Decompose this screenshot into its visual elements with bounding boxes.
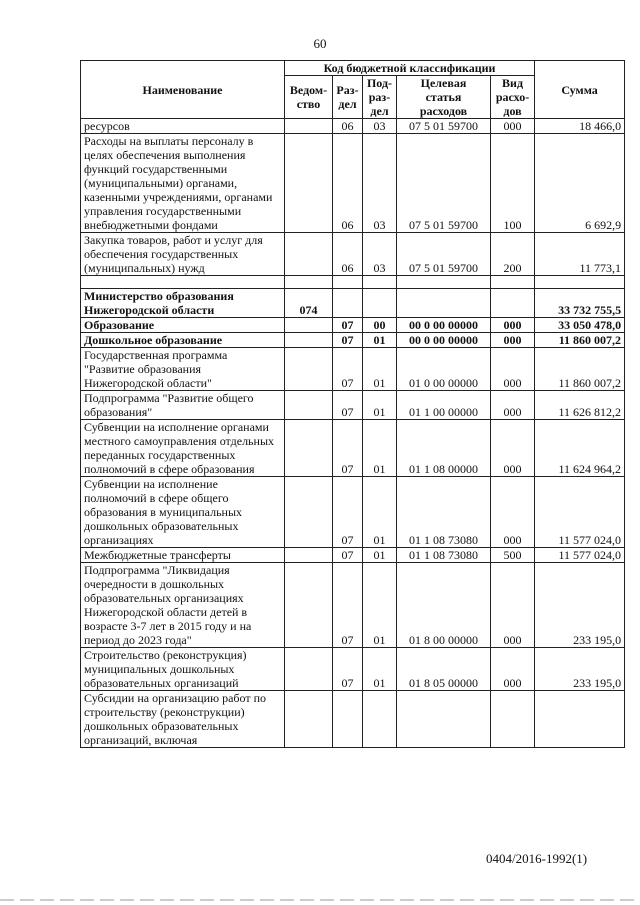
column-header-podrazdel: Под- раз- дел <box>363 76 397 119</box>
cell-name: Субвенции на исполнение полномочий в сфере общего образования в муниципальных дошкольных образовательных организациях <box>81 477 285 548</box>
table-body <box>81 119 625 748</box>
cell-name: ресурсов <box>81 119 285 134</box>
cell-name: Закупка товаров, работ и услуг для обеспечения государственных (муниципальных) нужд <box>81 233 285 276</box>
cell-target: 00 0 00 00000 <box>397 333 491 348</box>
cell-sum: 233 195,0 <box>535 563 625 648</box>
cell-name: Межбюджетные трансферты <box>81 548 285 563</box>
cell-name: Дошкольное образование <box>81 333 285 348</box>
cell-sum: 18 466,0 <box>535 119 625 134</box>
cell-vid: 000 <box>491 391 535 420</box>
cell-target: 01 1 00 00000 <box>397 391 491 420</box>
cell-vedomstvo <box>285 348 333 391</box>
cell-name: Подпрограмма "Развитие общего образования" <box>81 391 285 420</box>
cell-razdel: 07 <box>333 318 363 333</box>
cell-vid: 000 <box>491 477 535 548</box>
cell-podrazdel: 01 <box>363 420 397 477</box>
cell-vedomstvo <box>285 233 333 276</box>
column-header-name: Наименование <box>81 61 285 119</box>
cell-podrazdel <box>363 691 397 748</box>
cell-vid <box>491 276 535 289</box>
cell-vid <box>491 691 535 748</box>
cell-name: Образование <box>81 318 285 333</box>
cell-name: Министерство образования Нижегородской области <box>81 289 285 318</box>
table-row <box>81 233 625 276</box>
cell-vedomstvo <box>285 563 333 648</box>
cell-podrazdel: 01 <box>363 477 397 548</box>
cell-razdel <box>333 691 363 748</box>
cell-target: 00 0 00 00000 <box>397 318 491 333</box>
cell-vedomstvo <box>285 648 333 691</box>
cell-target <box>397 289 491 318</box>
cell-target: 01 8 00 00000 <box>397 563 491 648</box>
cell-sum <box>535 276 625 289</box>
table-row <box>81 391 625 420</box>
cell-vid: 000 <box>491 563 535 648</box>
table-row <box>81 648 625 691</box>
table-row <box>81 318 625 333</box>
cell-sum: 11 626 812,2 <box>535 391 625 420</box>
cell-name: Государственная программа "Развитие образования Нижегородской области" <box>81 348 285 391</box>
budget-table <box>80 60 625 748</box>
cell-vid <box>491 289 535 318</box>
cell-target: 01 1 08 73080 <box>397 548 491 563</box>
cell-vid: 200 <box>491 233 535 276</box>
cell-razdel: 07 <box>333 563 363 648</box>
cell-podrazdel: 03 <box>363 134 397 233</box>
cell-target: 01 0 00 00000 <box>397 348 491 391</box>
cell-sum: 33 050 478,0 <box>535 318 625 333</box>
table-row <box>81 289 625 318</box>
cell-vid: 000 <box>491 348 535 391</box>
document-code: 0404/2016-1992(1) <box>486 851 588 866</box>
cell-razdel: 07 <box>333 477 363 548</box>
cell-vid: 000 <box>491 420 535 477</box>
cell-target <box>397 276 491 289</box>
cell-vedomstvo <box>285 276 333 289</box>
cell-sum: 11 860 007,2 <box>535 333 625 348</box>
cell-razdel: 07 <box>333 391 363 420</box>
cell-sum: 11 773,1 <box>535 233 625 276</box>
cell-podrazdel: 03 <box>363 233 397 276</box>
cell-vedomstvo <box>285 391 333 420</box>
cell-razdel: 06 <box>333 119 363 134</box>
cell-sum: 11 860 007,2 <box>535 348 625 391</box>
cell-sum: 6 692,9 <box>535 134 625 233</box>
cell-target: 01 1 08 73080 <box>397 477 491 548</box>
cell-razdel <box>333 276 363 289</box>
cell-razdel: 07 <box>333 333 363 348</box>
cell-vedomstvo <box>285 477 333 548</box>
cell-name <box>81 276 285 289</box>
cell-podrazdel: 03 <box>363 119 397 134</box>
cell-target: 07 5 01 59700 <box>397 134 491 233</box>
cell-podrazdel: 01 <box>363 348 397 391</box>
table-row <box>81 276 625 289</box>
cell-sum: 11 577 024,0 <box>535 548 625 563</box>
cell-vid: 000 <box>491 318 535 333</box>
cell-vid: 100 <box>491 134 535 233</box>
cell-podrazdel: 01 <box>363 548 397 563</box>
cell-vid: 000 <box>491 119 535 134</box>
cell-razdel: 07 <box>333 648 363 691</box>
cell-razdel: 07 <box>333 420 363 477</box>
cell-vid: 000 <box>491 333 535 348</box>
cell-vedomstvo <box>285 318 333 333</box>
cell-target <box>397 691 491 748</box>
cell-razdel: 07 <box>333 348 363 391</box>
cell-razdel: 06 <box>333 233 363 276</box>
cell-vedomstvo: 074 <box>285 289 333 318</box>
cell-sum: 11 624 964,2 <box>535 420 625 477</box>
table-row <box>81 134 625 233</box>
column-header-vid: Вид расхо- дов <box>491 76 535 119</box>
cell-sum: 33 732 755,5 <box>535 289 625 318</box>
cell-razdel <box>333 289 363 318</box>
cell-podrazdel: 01 <box>363 563 397 648</box>
scan-edge-line <box>0 899 640 901</box>
cell-vedomstvo <box>285 691 333 748</box>
table-row <box>81 691 625 748</box>
cell-sum: 11 577 024,0 <box>535 477 625 548</box>
cell-sum <box>535 691 625 748</box>
table-row <box>81 348 625 391</box>
cell-vid: 000 <box>491 648 535 691</box>
cell-target: 07 5 01 59700 <box>397 233 491 276</box>
cell-sum: 233 195,0 <box>535 648 625 691</box>
table-row <box>81 548 625 563</box>
page-number: 60 <box>313 36 327 51</box>
table-row <box>81 420 625 477</box>
cell-podrazdel <box>363 276 397 289</box>
cell-podrazdel: 01 <box>363 333 397 348</box>
cell-vedomstvo <box>285 548 333 563</box>
cell-vedomstvo <box>285 134 333 233</box>
cell-name: Подпрограмма "Ликвидация очередности в дошкольных образовательных организациях Нижегородской области детей в возрасте 3-7 лет в 2015 году и на период до 2023 года" <box>81 563 285 648</box>
table-row <box>81 119 625 134</box>
cell-name: Субсидии на организацию работ по строительству (реконструкции) дошкольных образовательных организаций, включая <box>81 691 285 748</box>
cell-razdel: 07 <box>333 548 363 563</box>
cell-target: 01 8 05 00000 <box>397 648 491 691</box>
column-header-code-group: Код бюджетной классификации <box>285 61 535 76</box>
cell-podrazdel: 00 <box>363 318 397 333</box>
cell-podrazdel: 01 <box>363 391 397 420</box>
cell-name: Строительство (реконструкция) муниципальных дошкольных образовательных организаций <box>81 648 285 691</box>
column-header-vedomstvo: Ведом- ство <box>285 76 333 119</box>
table-row <box>81 563 625 648</box>
table-row <box>81 333 625 348</box>
cell-target: 07 5 01 59700 <box>397 119 491 134</box>
cell-vedomstvo <box>285 420 333 477</box>
cell-name: Субвенции на исполнение органами местного самоуправления отдельных переданных государственных полномочий в сфере образования <box>81 420 285 477</box>
column-header-razdel: Раз- дел <box>333 76 363 119</box>
cell-target: 01 1 08 00000 <box>397 420 491 477</box>
cell-razdel: 06 <box>333 134 363 233</box>
cell-vid: 500 <box>491 548 535 563</box>
table-row <box>81 477 625 548</box>
cell-vedomstvo <box>285 333 333 348</box>
cell-name: Расходы на выплаты персоналу в целях обеспечения выполнения функций государственными (муниципальными) органами, казенными учреждениями, органами управления государственными внебюджетными фондами <box>81 134 285 233</box>
column-header-target: Целевая статья расходов <box>397 76 491 119</box>
cell-vedomstvo <box>285 119 333 134</box>
cell-podrazdel <box>363 289 397 318</box>
cell-podrazdel: 01 <box>363 648 397 691</box>
column-header-sum: Сумма <box>535 61 625 119</box>
